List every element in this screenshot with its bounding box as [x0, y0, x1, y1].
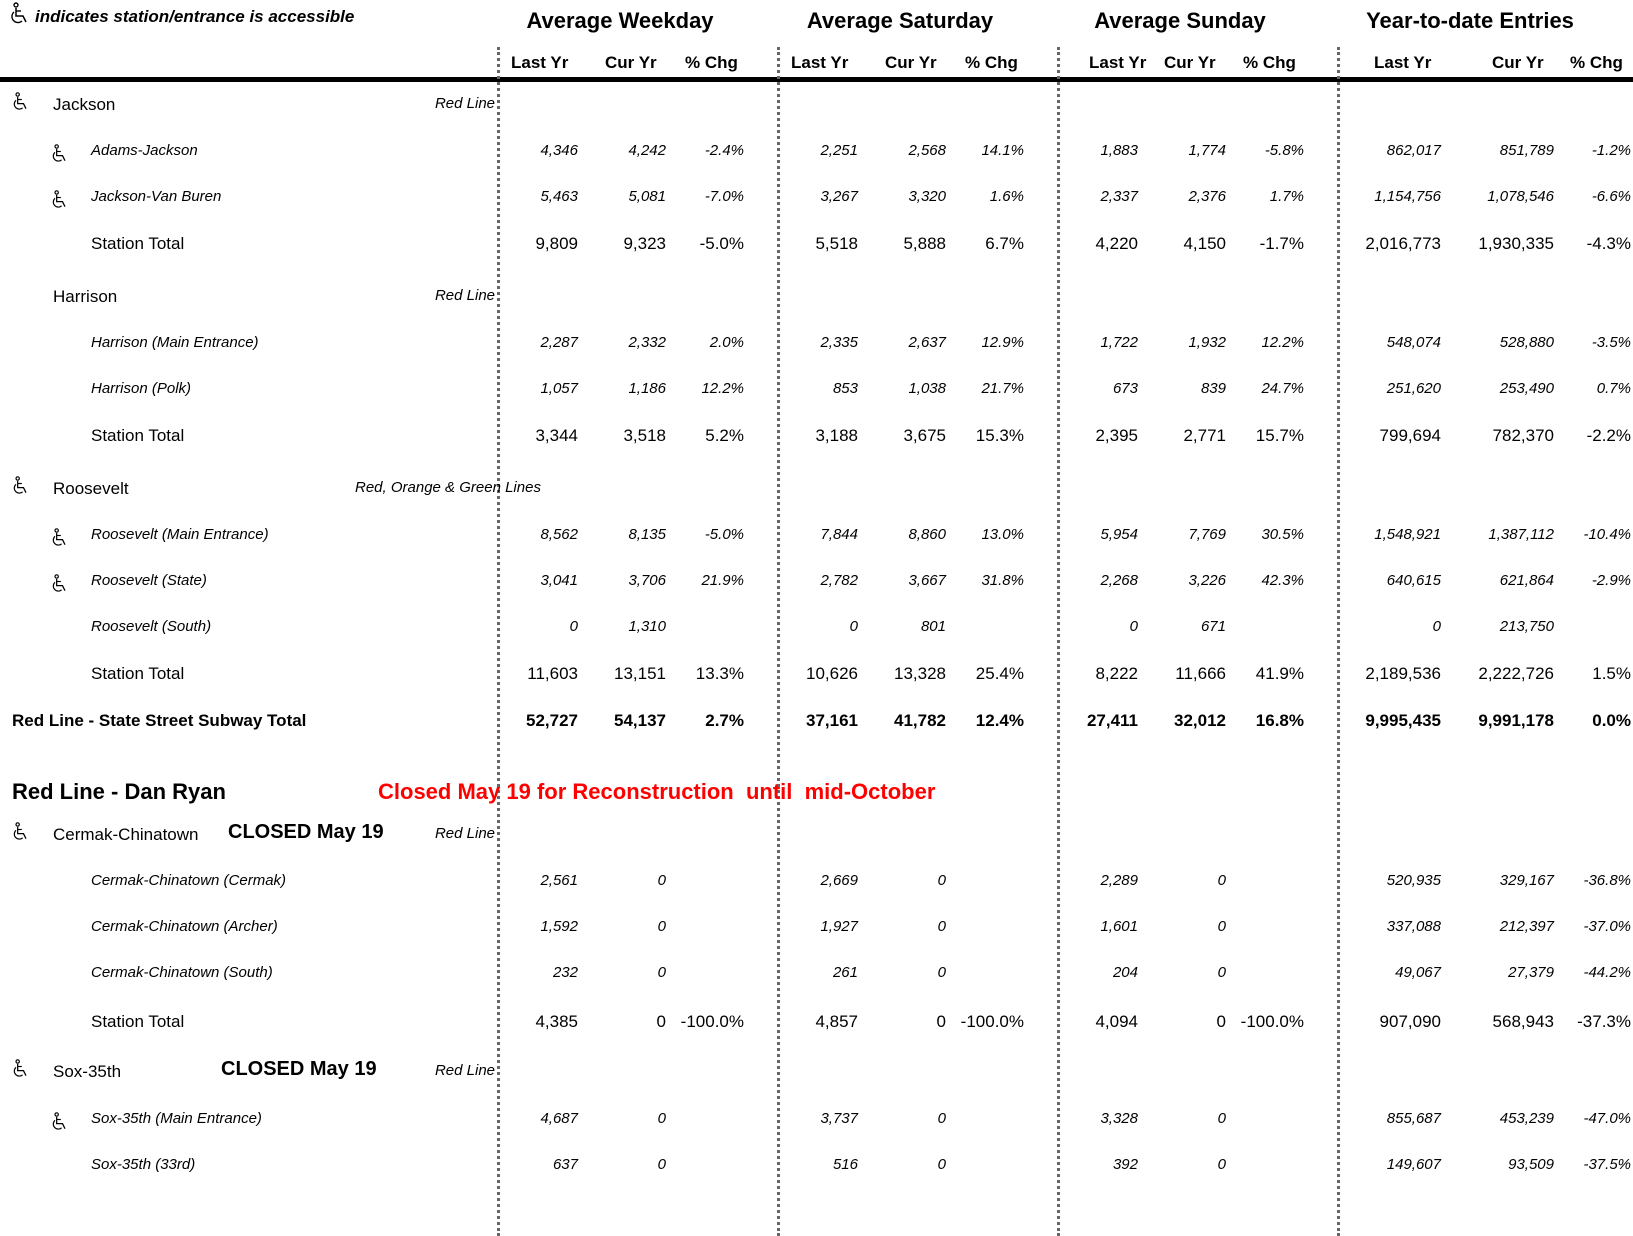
entrance-value: 1.6% [989, 188, 1024, 205]
entrance-value: 1,592 [540, 918, 578, 935]
station-total-value: 13.3% [695, 664, 744, 683]
station-total-value: 1.5% [1592, 664, 1631, 683]
entrance-value: 1,387,112 [1488, 526, 1554, 543]
station-total-value: 25.4% [975, 664, 1024, 683]
entrance-value: 3,737 [820, 1110, 858, 1127]
line-total-value: 0.0% [1592, 711, 1631, 730]
station-total-value: 3,518 [623, 426, 666, 445]
station-total-value: 13,328 [894, 664, 946, 683]
station-total-value: 5.2% [705, 426, 744, 445]
entrance-value: 31.8% [981, 572, 1024, 589]
station-total-value: 907,090 [1379, 1012, 1441, 1031]
entrance-name: Cermak-Chinatown (Archer) [91, 918, 278, 935]
entrance-value: 8,562 [540, 526, 578, 543]
entrance-value: 5,463 [540, 188, 578, 205]
station-total-value: 41.9% [1255, 664, 1304, 683]
subheader-cur-yr: Cur Yr [1164, 53, 1216, 72]
entrance-value: -36.8% [1583, 872, 1631, 889]
line-total-value: 9,995,435 [1365, 711, 1441, 730]
legend-text: indicates station/entrance is accessible [35, 7, 355, 26]
entrance-value: 261 [832, 964, 858, 981]
station-total-value: 8,222 [1095, 664, 1138, 683]
entrance-value: 3,226 [1188, 572, 1226, 589]
entrance-value: 0 [657, 1156, 666, 1173]
line-label: Red Line [434, 825, 495, 842]
entrance-value: 212,397 [1499, 918, 1554, 935]
entrance-value: 2,782 [820, 572, 858, 589]
entrance-value: 4,687 [540, 1110, 578, 1127]
entrance-value: 337,088 [1386, 918, 1441, 935]
entrance-value: 1,932 [1188, 334, 1226, 351]
entrance-value: 528,880 [1499, 334, 1554, 351]
station-total-value: 2,771 [1183, 426, 1226, 445]
station-total-value: 568,943 [1492, 1012, 1554, 1031]
entrance-value: 93,509 [1508, 1156, 1554, 1173]
station-name: Cermak-Chinatown [53, 825, 199, 844]
station-total-value: -100.0% [960, 1012, 1024, 1031]
entrance-value: 1,548,921 [1374, 526, 1441, 543]
subheader-last-yr: Last Yr [511, 53, 569, 72]
entrance-value: 0 [1217, 872, 1226, 889]
entrance-value: 232 [552, 964, 578, 981]
entrance-value: 8,860 [908, 526, 946, 543]
station-name: Harrison [53, 287, 118, 306]
entrance-value: -37.0% [1583, 918, 1631, 935]
entrance-value: -3.5% [1591, 334, 1631, 351]
entrance-value: -44.2% [1583, 964, 1631, 981]
entrance-value: 0 [937, 964, 946, 981]
entrance-value: 14.1% [981, 142, 1024, 159]
entrance-value: 0 [657, 1110, 666, 1127]
entrance-name: Sox-35th (33rd) [91, 1156, 196, 1173]
wheelchair-accessible-icon [10, 2, 30, 26]
entrance-value: 855,687 [1386, 1110, 1441, 1127]
entrance-value: -7.0% [704, 188, 744, 205]
entrance-name: Roosevelt (South) [91, 618, 212, 635]
entrance-value: 2,561 [540, 872, 578, 889]
section-title: Red Line - Dan Ryan [12, 779, 226, 804]
entrance-value: 671 [1200, 618, 1226, 635]
station-total-value: -5.0% [699, 234, 744, 253]
entrance-value: 12.9% [981, 334, 1024, 351]
entrance-value: 1,310 [628, 618, 666, 635]
station-total-value: 2,189,536 [1365, 664, 1441, 683]
subheader-pct-chg: % Chg [685, 53, 738, 72]
entrance-name: Cermak-Chinatown (South) [91, 964, 273, 981]
wheelchair-accessible-icon [51, 144, 69, 164]
entrance-value: 2,289 [1100, 872, 1138, 889]
entrance-value: -6.6% [1591, 188, 1631, 205]
entrance-value: 3,706 [628, 572, 666, 589]
entrance-value: -5.0% [704, 526, 744, 543]
entrance-value: 392 [1112, 1156, 1138, 1173]
entrance-value: 862,017 [1386, 142, 1441, 159]
line-total-value: 16.8% [1255, 711, 1304, 730]
station-total-value: 0 [1216, 1012, 1226, 1031]
line-label: Red Line [434, 1062, 495, 1079]
entrance-value: 520,935 [1386, 872, 1441, 889]
station-total-value: 3,344 [535, 426, 578, 445]
line-label: Red Line [434, 287, 495, 304]
entrance-value: 1,078,546 [1487, 188, 1554, 205]
station-total-value: 6.7% [985, 234, 1024, 253]
line-total-value: 41,782 [894, 711, 946, 730]
entrance-name: Roosevelt (State) [91, 572, 207, 589]
station-total-label: Station Total [91, 426, 185, 445]
station-total-value: 4,385 [535, 1012, 578, 1031]
entrance-value: 30.5% [1261, 526, 1304, 543]
line-label: Red, Orange & Green Lines [355, 479, 541, 496]
entrance-value: 516 [832, 1156, 858, 1173]
station-total-value: 2,016,773 [1365, 234, 1441, 253]
entrance-value: 4,242 [628, 142, 666, 159]
entrance-name: Jackson-Van Buren [91, 188, 222, 205]
entrance-value: 640,615 [1386, 572, 1441, 589]
entrance-value: 0 [657, 964, 666, 981]
entrance-value: 2.0% [709, 334, 744, 351]
entrance-name: Harrison (Polk) [91, 380, 192, 397]
station-total-label: Station Total [91, 234, 185, 253]
entrance-value: 0 [849, 618, 858, 635]
entrance-value: 2,376 [1188, 188, 1226, 205]
line-total-value: 2.7% [705, 711, 744, 730]
entrance-value: -37.5% [1583, 1156, 1631, 1173]
subheader-cur-yr: Cur Yr [885, 53, 937, 72]
entrance-value: 7,769 [1188, 526, 1226, 543]
station-total-value: 13,151 [614, 664, 666, 683]
entrance-value: 2,637 [908, 334, 946, 351]
closure-note: Closed May 19 for Reconstruction until mid-October [378, 779, 936, 804]
station-total-value: 4,150 [1183, 234, 1226, 253]
wheelchair-accessible-icon [51, 528, 69, 548]
entrance-value: 251,620 [1386, 380, 1441, 397]
station-total-value: -1.7% [1259, 234, 1304, 253]
entrance-value: 0 [657, 872, 666, 889]
entrance-value: 49,067 [1395, 964, 1441, 981]
line-label: Red Line [434, 95, 495, 112]
line-total-value: 37,161 [806, 711, 858, 730]
station-total-value: 3,675 [903, 426, 946, 445]
group-header-sunday: Average Sunday [1094, 8, 1266, 33]
entrance-value: 329,167 [1499, 872, 1554, 889]
entrance-value: -2.9% [1591, 572, 1631, 589]
entrance-value: 2,335 [820, 334, 858, 351]
entrance-value: -47.0% [1583, 1110, 1631, 1127]
line-total-value: 54,137 [614, 711, 666, 730]
entrance-value: 42.3% [1261, 572, 1304, 589]
entrance-value: 621,864 [1499, 572, 1554, 589]
station-total-value: 11,603 [527, 664, 578, 683]
column-separator [1337, 47, 1340, 1236]
subheader-pct-chg: % Chg [1243, 53, 1296, 72]
entrance-value: 0 [1217, 1110, 1226, 1127]
entrance-value: 0 [937, 1110, 946, 1127]
entrance-value: 1,154,756 [1374, 188, 1441, 205]
entrance-value: 0.7% [1596, 380, 1631, 397]
entrance-value: 4,346 [540, 142, 578, 159]
entrance-value: 12.2% [701, 380, 744, 397]
station-name: Roosevelt [53, 479, 129, 498]
entrance-name: Harrison (Main Entrance) [91, 334, 259, 351]
closed-label: CLOSED May 19 [228, 821, 384, 843]
entrance-value: -1.2% [1591, 142, 1631, 159]
entrance-value: 0 [1129, 618, 1138, 635]
subheader-cur-yr: Cur Yr [1492, 53, 1544, 72]
entrance-value: 24.7% [1261, 380, 1304, 397]
entrance-value: 5,954 [1100, 526, 1138, 543]
entrance-value: 0 [569, 618, 578, 635]
station-total-value: 9,809 [535, 234, 578, 253]
station-total-value: 4,857 [815, 1012, 858, 1031]
wheelchair-accessible-icon [51, 574, 69, 594]
line-total-value: 12.4% [975, 711, 1024, 730]
station-total-value: 5,518 [815, 234, 858, 253]
entrance-name: Cermak-Chinatown (Cermak) [91, 872, 287, 889]
entrance-value: 2,287 [540, 334, 578, 351]
entrance-value: 27,379 [1508, 964, 1554, 981]
group-header-ytd: Year-to-date Entries [1366, 8, 1574, 33]
station-name: Jackson [53, 95, 116, 114]
subheader-pct-chg: % Chg [1570, 53, 1623, 72]
entrance-value: 1,601 [1100, 918, 1138, 935]
entrance-value: -10.4% [1583, 526, 1631, 543]
entrance-value: 801 [920, 618, 946, 635]
entrance-value: 12.2% [1261, 334, 1304, 351]
entrance-value: 3,328 [1100, 1110, 1138, 1127]
station-total-value: -37.3% [1577, 1012, 1631, 1031]
entrance-value: 1,927 [820, 918, 858, 935]
entrance-value: 853 [832, 380, 858, 397]
entrance-value: -2.4% [704, 142, 744, 159]
station-total-value: 5,888 [903, 234, 946, 253]
entrance-value: 3,320 [908, 188, 946, 205]
station-name: Sox-35th [53, 1062, 122, 1081]
wheelchair-accessible-icon [12, 476, 30, 496]
station-total-value: -2.2% [1586, 426, 1631, 445]
wheelchair-accessible-icon [51, 190, 69, 210]
line-total-value: 9,991,178 [1478, 711, 1554, 730]
station-total-value: 0 [936, 1012, 946, 1031]
station-total-value: -100.0% [1240, 1012, 1304, 1031]
entrance-value: 1,883 [1100, 142, 1138, 159]
entrance-value: 13.0% [981, 526, 1024, 543]
column-separator [777, 47, 780, 1236]
wheelchair-accessible-icon [12, 92, 30, 112]
entrance-value: 673 [1112, 380, 1138, 397]
entrance-value: 637 [552, 1156, 578, 1173]
entrance-value: 2,568 [908, 142, 946, 159]
line-total-label: Red Line - State Street Subway Total [12, 711, 307, 730]
entrance-value: 3,667 [908, 572, 946, 589]
entrance-value: 1.7% [1269, 188, 1304, 205]
wheelchair-accessible-icon [12, 1059, 30, 1079]
station-total-value: 4,220 [1095, 234, 1138, 253]
entrance-value: 0 [1217, 1156, 1226, 1173]
entrance-name: Roosevelt (Main Entrance) [91, 526, 269, 543]
column-separator [497, 47, 500, 1236]
entrance-value: 3,267 [820, 188, 858, 205]
entrance-value: 548,074 [1386, 334, 1441, 351]
station-total-value: 15.3% [975, 426, 1024, 445]
entrance-value: 453,239 [1499, 1110, 1554, 1127]
station-total-value: 10,626 [806, 664, 858, 683]
subheader-last-yr: Last Yr [1089, 53, 1147, 72]
entrance-value: 5,081 [628, 188, 666, 205]
header-rule [0, 77, 1633, 82]
group-header-saturday: Average Saturday [806, 8, 994, 33]
line-total-value: 52,727 [526, 711, 578, 730]
entrance-value: 2,669 [820, 872, 858, 889]
line-total-value: 27,411 [1086, 711, 1138, 730]
station-total-value: -4.3% [1586, 234, 1631, 253]
station-total-label: Station Total [91, 664, 185, 683]
closed-label: CLOSED May 19 [221, 1058, 377, 1080]
entrance-value: 0 [1432, 618, 1441, 635]
subheader-last-yr: Last Yr [1374, 53, 1432, 72]
entrance-value: 3,041 [540, 572, 578, 589]
group-header-weekday: Average Weekday [526, 8, 714, 33]
entrance-value: 2,337 [1100, 188, 1138, 205]
column-separator [1057, 47, 1060, 1236]
entrance-value: 21.9% [701, 572, 744, 589]
station-total-value: 3,188 [815, 426, 858, 445]
entrance-value: 21.7% [981, 380, 1024, 397]
wheelchair-accessible-icon [51, 1112, 69, 1132]
entrance-value: 1,038 [908, 380, 946, 397]
entrance-value: 149,607 [1386, 1156, 1441, 1173]
station-total-value: 1,930,335 [1478, 234, 1554, 253]
entrance-value: 8,135 [628, 526, 666, 543]
station-total-value: 2,395 [1095, 426, 1138, 445]
entrance-value: 7,844 [820, 526, 858, 543]
entrance-value: 253,490 [1499, 380, 1554, 397]
entrance-value: 0 [937, 1156, 946, 1173]
entrance-value: 0 [1217, 964, 1226, 981]
station-total-value: 4,094 [1095, 1012, 1138, 1031]
subheader-cur-yr: Cur Yr [605, 53, 657, 72]
entrance-value: 851,789 [1499, 142, 1554, 159]
entrance-name: Sox-35th (Main Entrance) [91, 1110, 262, 1127]
entrance-value: 1,774 [1188, 142, 1226, 159]
entrance-value: 1,186 [628, 380, 666, 397]
subheader-last-yr: Last Yr [791, 53, 849, 72]
station-total-value: 0 [656, 1012, 666, 1031]
entrance-name: Adams-Jackson [91, 142, 198, 159]
station-total-value: 782,370 [1492, 426, 1554, 445]
entrance-value: 1,722 [1100, 334, 1138, 351]
wheelchair-accessible-icon [12, 822, 30, 842]
entrance-value: -5.8% [1264, 142, 1304, 159]
station-total-value: 11,666 [1175, 664, 1226, 683]
station-total-value: 2,222,726 [1478, 664, 1554, 683]
entrance-value: 839 [1200, 380, 1226, 397]
station-total-value: -100.0% [680, 1012, 744, 1031]
station-total-value: 9,323 [623, 234, 666, 253]
station-total-label: Station Total [91, 1012, 185, 1031]
station-total-value: 799,694 [1379, 426, 1441, 445]
entrance-value: 2,251 [820, 142, 858, 159]
entrance-value: 0 [657, 918, 666, 935]
entrance-value: 1,057 [540, 380, 578, 397]
entrance-value: 204 [1112, 964, 1138, 981]
line-total-value: 32,012 [1174, 711, 1226, 730]
entrance-value: 0 [937, 872, 946, 889]
entrance-value: 0 [1217, 918, 1226, 935]
subheader-pct-chg: % Chg [965, 53, 1018, 72]
entrance-value: 0 [937, 918, 946, 935]
entrance-value: 2,332 [628, 334, 666, 351]
entrance-value: 213,750 [1499, 618, 1554, 635]
station-total-value: 15.7% [1255, 426, 1304, 445]
entrance-value: 2,268 [1100, 572, 1138, 589]
